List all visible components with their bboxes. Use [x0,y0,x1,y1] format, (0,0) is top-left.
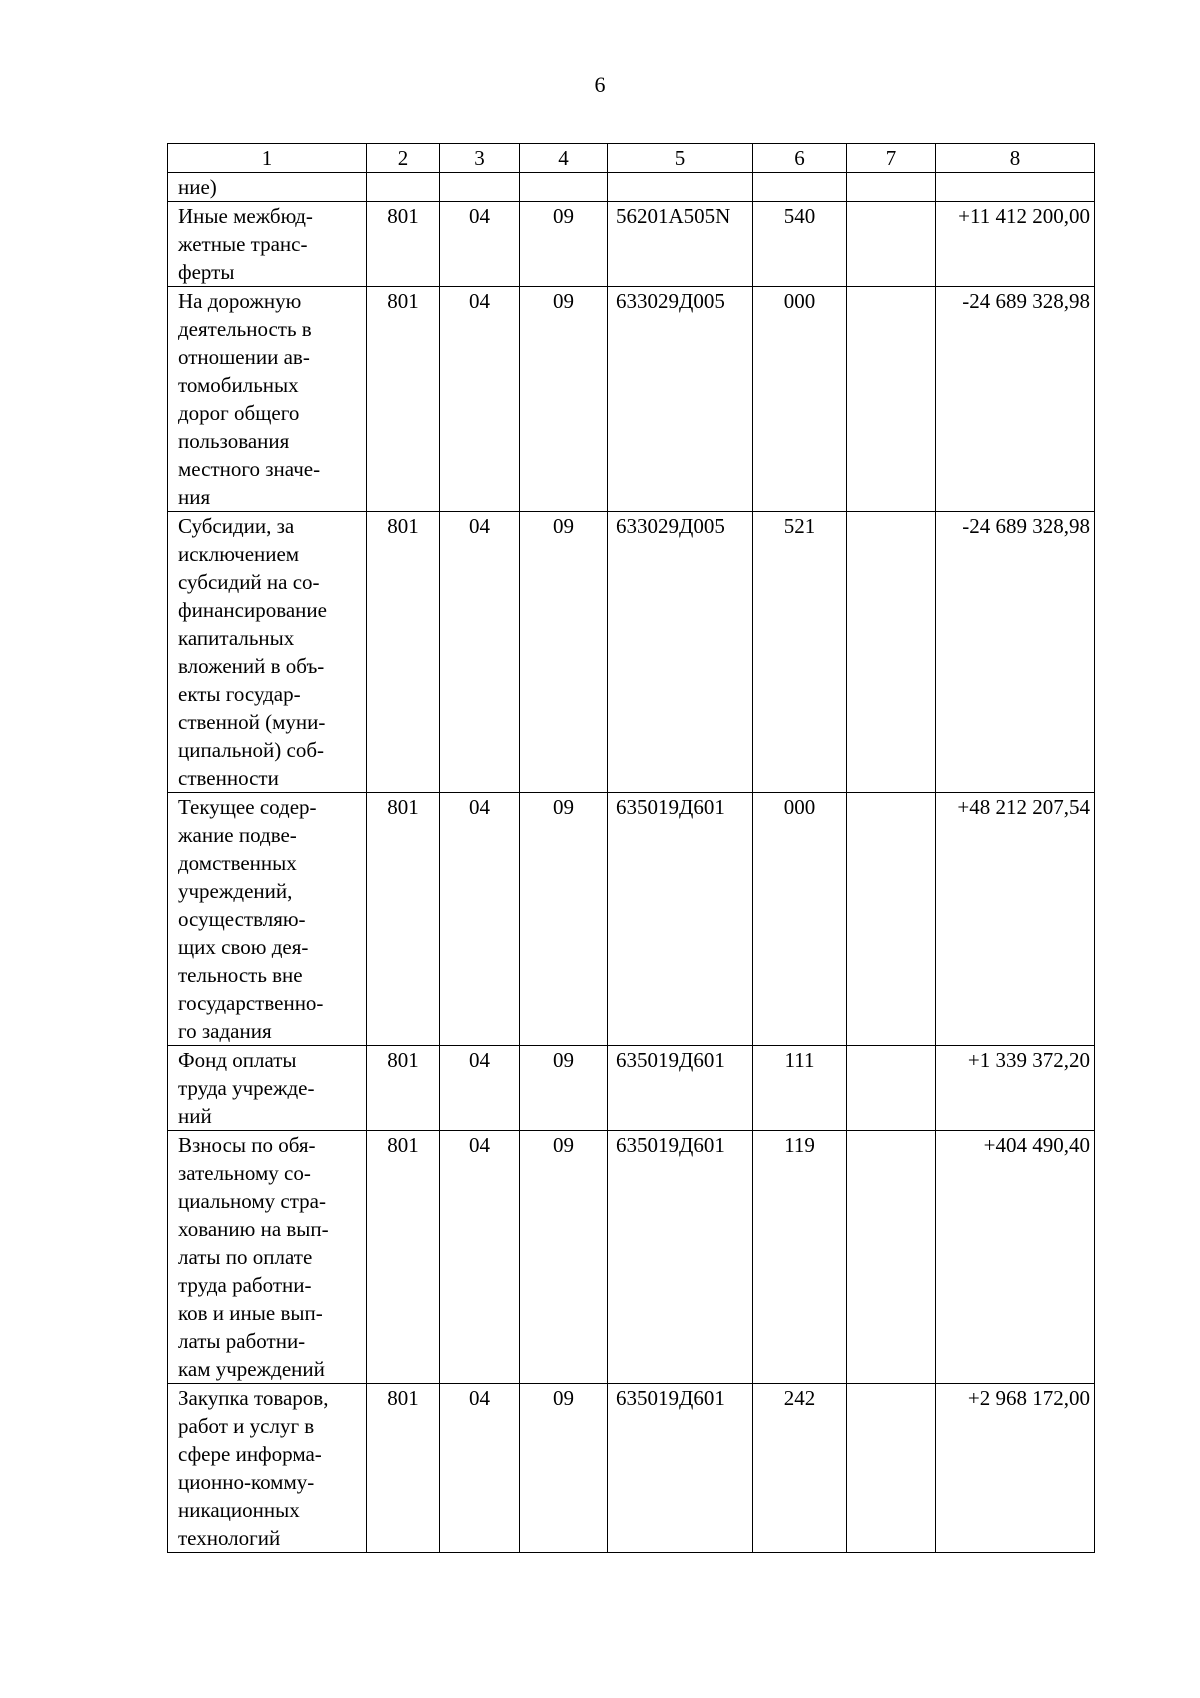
column-7-cell [847,1384,936,1553]
row-name-cell: Субсидии, за исключением субсидий на со- финансирование капитальных вложений в объ- екты государ- ственной (муни- ципальной) соб- ственности [168,512,367,793]
section-cell: 04 [440,202,520,287]
column-7-cell [847,512,936,793]
grbs-cell: 801 [367,512,440,793]
column-7-cell [847,793,936,1046]
amount-cell: +11 412 200,00 [936,202,1095,287]
page-number: 6 [594,72,606,97]
budget-table [167,143,1095,1553]
section-cell: 04 [440,1384,520,1553]
target-article-cell: 635019Д601 [608,1384,753,1553]
row-name-cell: Фонд оплаты труда учрежде- ний [168,1046,367,1131]
table-row [168,1046,1095,1131]
expense-type-cell: 540 [753,202,847,287]
row-name-cell: На дорожную деятельность в отношении ав- томобильных дорог общего пользования местного значе- ния [168,287,367,512]
section-cell: 04 [440,793,520,1046]
grbs-cell: 801 [367,793,440,1046]
amount-cell [936,173,1095,202]
column-7-cell [847,173,936,202]
expense-type-cell: 111 [753,1046,847,1131]
table-row [168,173,1095,202]
row-name-cell: ние) [168,173,367,202]
table-row [168,287,1095,512]
target-article-cell: 635019Д601 [608,793,753,1046]
table-row [168,793,1095,1046]
expense-type-cell: 000 [753,793,847,1046]
section-cell [440,173,520,202]
header-cell-2: 2 [367,144,440,173]
target-article-cell: 633029Д005 [608,512,753,793]
target-article-cell [608,173,753,202]
section-cell: 04 [440,512,520,793]
subsection-cell: 09 [520,1384,608,1553]
grbs-cell: 801 [367,1384,440,1553]
header-cell-5: 5 [608,144,753,173]
subsection-cell: 09 [520,1046,608,1131]
expense-type-cell: 119 [753,1131,847,1384]
grbs-cell: 801 [367,287,440,512]
expense-type-cell: 521 [753,512,847,793]
target-article-cell: 635019Д601 [608,1131,753,1384]
column-7-cell [847,287,936,512]
table-row [168,202,1095,287]
row-name-cell: Иные межбюд- жетные транс- ферты [168,202,367,287]
target-article-cell: 635019Д601 [608,1046,753,1131]
header-cell-8: 8 [936,144,1095,173]
subsection-cell [520,173,608,202]
grbs-cell [367,173,440,202]
row-name-cell: Взносы по обя- зательному со- циальному стра- хованию на вып- латы по оплате труда работни- ков и иные вып- латы работни- кам учреждений [168,1131,367,1384]
amount-cell: +1 339 372,20 [936,1046,1095,1131]
row-name-cell: Текущее содер- жание подве- домственных учреждений, осуществляю- щих свою дея- тельность вне государственно- го задания [168,793,367,1046]
subsection-cell: 09 [520,287,608,512]
grbs-cell: 801 [367,202,440,287]
section-cell: 04 [440,1046,520,1131]
expense-type-cell: 000 [753,287,847,512]
header-cell-4: 4 [520,144,608,173]
row-name-cell: Закупка товаров, работ и услуг в сфере информа- ционно-комму- никационных технологий [168,1384,367,1553]
amount-cell: +2 968 172,00 [936,1384,1095,1553]
header-cell-1: 1 [168,144,367,173]
header-cell-6: 6 [753,144,847,173]
table-row [168,1131,1095,1384]
header-cell-3: 3 [440,144,520,173]
table-header-row [168,144,1095,173]
amount-cell: +404 490,40 [936,1131,1095,1384]
target-article-cell: 633029Д005 [608,287,753,512]
column-7-cell [847,1046,936,1131]
table-row [168,1384,1095,1553]
subsection-cell: 09 [520,202,608,287]
target-article-cell: 56201A505N [608,202,753,287]
expense-type-cell [753,173,847,202]
subsection-cell: 09 [520,1131,608,1384]
header-cell-7: 7 [847,144,936,173]
section-cell: 04 [440,287,520,512]
grbs-cell: 801 [367,1046,440,1131]
grbs-cell: 801 [367,1131,440,1384]
amount-cell: -24 689 328,98 [936,287,1095,512]
amount-cell: +48 212 207,54 [936,793,1095,1046]
table-row [168,512,1095,793]
column-7-cell [847,1131,936,1384]
subsection-cell: 09 [520,512,608,793]
amount-cell: -24 689 328,98 [936,512,1095,793]
section-cell: 04 [440,1131,520,1384]
subsection-cell: 09 [520,793,608,1046]
column-7-cell [847,202,936,287]
expense-type-cell: 242 [753,1384,847,1553]
